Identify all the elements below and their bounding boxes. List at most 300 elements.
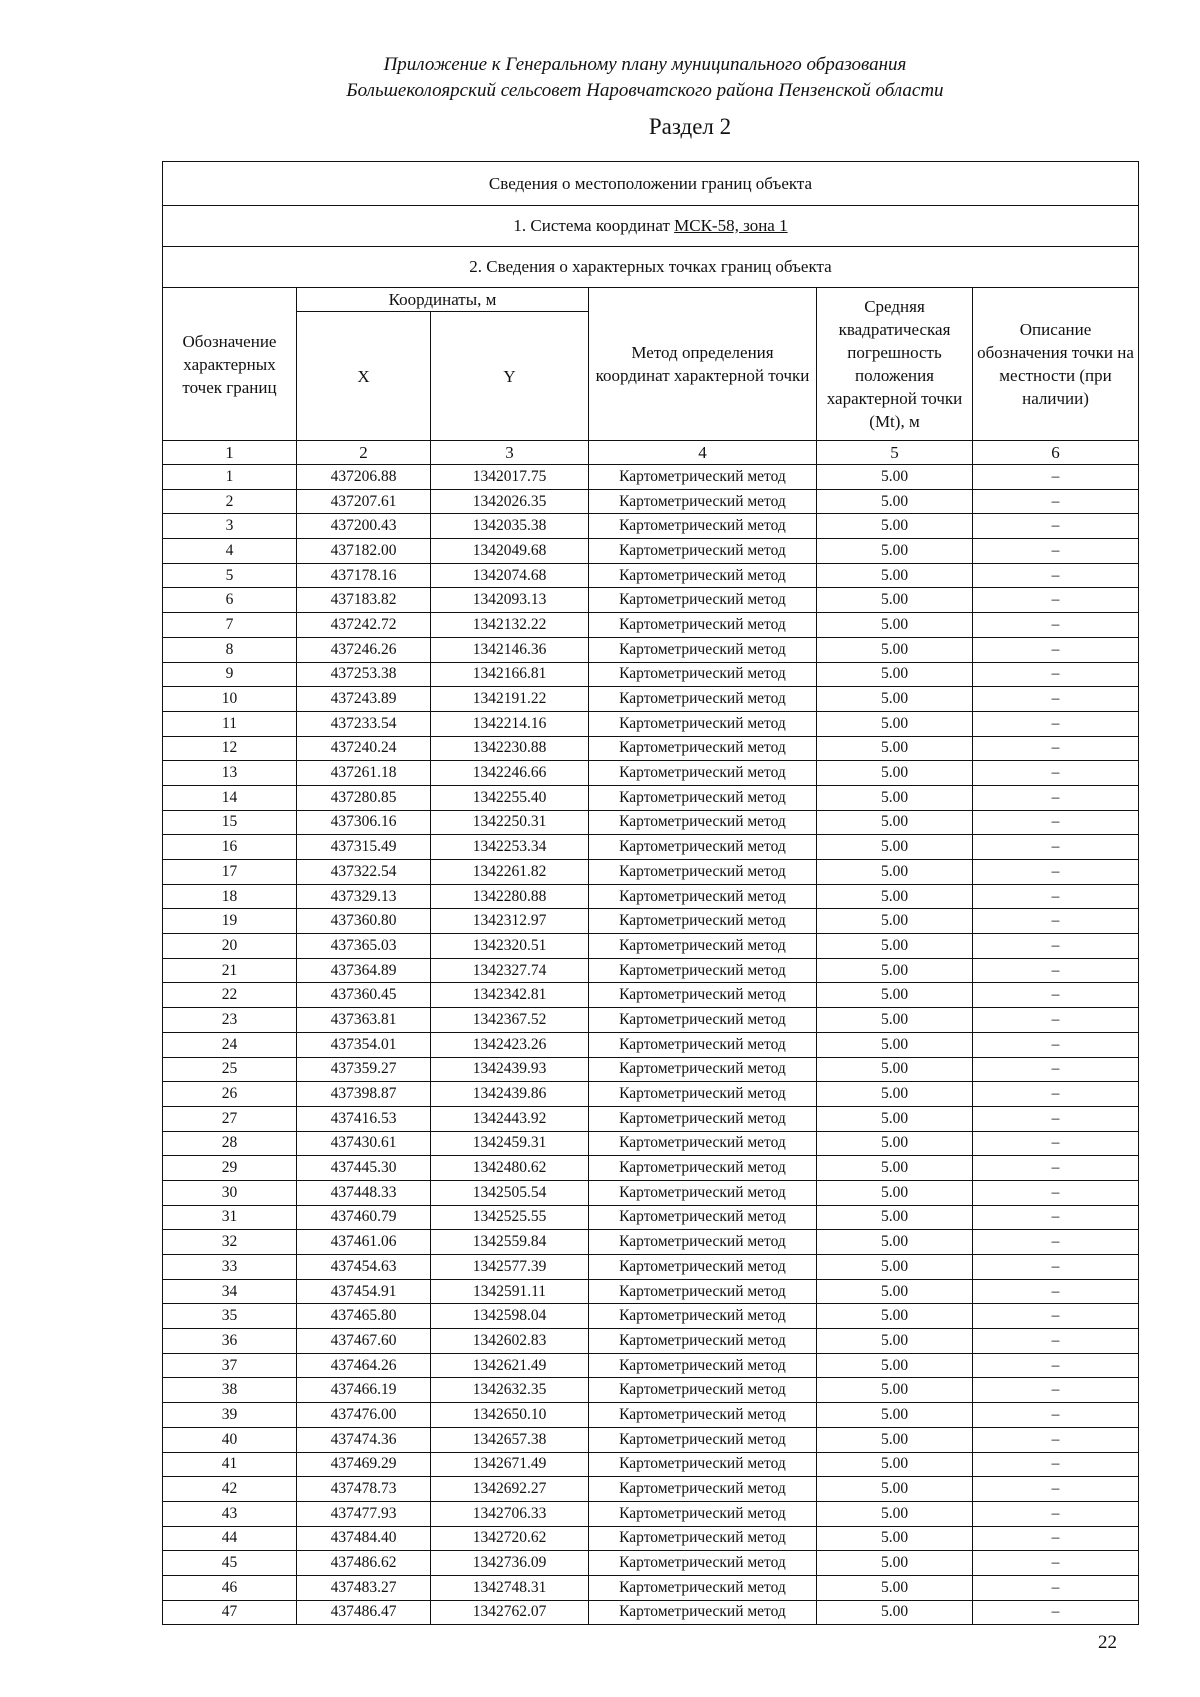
error-cell: 5.00 <box>817 983 973 1008</box>
description-cell: – <box>973 1057 1139 1082</box>
point-id-cell: 39 <box>163 1403 297 1428</box>
description-cell: – <box>973 761 1139 786</box>
point-id-cell: 9 <box>163 662 297 687</box>
coord-system-row <box>163 206 1139 247</box>
method-cell: Картометрический метод <box>589 465 817 490</box>
point-id-cell: 7 <box>163 613 297 638</box>
table-row <box>163 909 1139 934</box>
description-cell: – <box>973 1180 1139 1205</box>
y-cell: 1342250.31 <box>431 810 589 835</box>
x-cell: 437484.40 <box>297 1526 431 1551</box>
column-number: 6 <box>973 441 1139 465</box>
method-cell: Картометрический метод <box>589 1180 817 1205</box>
method-cell: Картометрический метод <box>589 958 817 983</box>
table-title-row <box>163 162 1139 206</box>
error-cell: 5.00 <box>817 465 973 490</box>
point-id-cell: 38 <box>163 1378 297 1403</box>
method-cell: Картометрический метод <box>589 489 817 514</box>
point-id-cell: 16 <box>163 835 297 860</box>
method-cell: Картометрический метод <box>589 1452 817 1477</box>
table-row <box>163 1477 1139 1502</box>
point-id-cell: 6 <box>163 588 297 613</box>
description-cell: – <box>973 1106 1139 1131</box>
table-row <box>163 1575 1139 1600</box>
x-cell: 437360.80 <box>297 909 431 934</box>
error-cell: 5.00 <box>817 1205 973 1230</box>
x-cell: 437466.19 <box>297 1378 431 1403</box>
x-cell: 437445.30 <box>297 1156 431 1181</box>
x-cell: 437416.53 <box>297 1106 431 1131</box>
table-row <box>163 1279 1139 1304</box>
error-cell: 5.00 <box>817 761 973 786</box>
x-cell: 437182.00 <box>297 539 431 564</box>
table-row <box>163 1082 1139 1107</box>
error-cell: 5.00 <box>817 1032 973 1057</box>
error-cell: 5.00 <box>817 1279 973 1304</box>
error-cell: 5.00 <box>817 810 973 835</box>
point-id-cell: 44 <box>163 1526 297 1551</box>
description-cell: – <box>973 539 1139 564</box>
method-cell: Картометрический метод <box>589 1575 817 1600</box>
y-cell: 1342035.38 <box>431 514 589 539</box>
point-id-cell: 25 <box>163 1057 297 1082</box>
x-cell: 437364.89 <box>297 958 431 983</box>
y-cell: 1342480.62 <box>431 1156 589 1181</box>
point-id-cell: 21 <box>163 958 297 983</box>
method-cell: Картометрический метод <box>589 810 817 835</box>
header-y: Y <box>431 312 589 441</box>
point-id-cell: 17 <box>163 860 297 885</box>
method-cell: Картометрический метод <box>589 736 817 761</box>
x-cell: 437465.80 <box>297 1304 431 1329</box>
y-cell: 1342621.49 <box>431 1353 589 1378</box>
error-cell: 5.00 <box>817 785 973 810</box>
description-cell: – <box>973 1403 1139 1428</box>
point-id-cell: 3 <box>163 514 297 539</box>
description-cell: – <box>973 1477 1139 1502</box>
description-cell: – <box>973 687 1139 712</box>
error-cell: 5.00 <box>817 588 973 613</box>
error-cell: 5.00 <box>817 909 973 934</box>
points-caption-row <box>163 247 1139 288</box>
method-cell: Картометрический метод <box>589 1082 817 1107</box>
point-id-cell: 26 <box>163 1082 297 1107</box>
y-cell: 1342598.04 <box>431 1304 589 1329</box>
description-cell: – <box>973 860 1139 885</box>
column-number: 4 <box>589 441 817 465</box>
point-id-cell: 47 <box>163 1600 297 1625</box>
x-cell: 437448.33 <box>297 1180 431 1205</box>
table-row <box>163 934 1139 959</box>
error-cell: 5.00 <box>817 934 973 959</box>
description-cell: – <box>973 1304 1139 1329</box>
table-row <box>163 835 1139 860</box>
header-line-2: Большеколоярский сельсовет Наровчатского района Пензенской области <box>346 80 944 101</box>
description-cell: – <box>973 1230 1139 1255</box>
description-cell: – <box>973 1131 1139 1156</box>
error-cell: 5.00 <box>817 637 973 662</box>
description-cell: – <box>973 514 1139 539</box>
description-cell: – <box>973 711 1139 736</box>
table-row <box>163 1600 1139 1625</box>
point-id-cell: 35 <box>163 1304 297 1329</box>
header-designation: Обозначение характерных точек границ <box>163 288 297 441</box>
y-cell: 1342748.31 <box>431 1575 589 1600</box>
table-row <box>163 810 1139 835</box>
document-header <box>0 52 1200 104</box>
point-id-cell: 23 <box>163 1008 297 1033</box>
y-cell: 1342525.55 <box>431 1205 589 1230</box>
error-cell: 5.00 <box>817 1452 973 1477</box>
table-row <box>163 1131 1139 1156</box>
x-cell: 437242.72 <box>297 613 431 638</box>
x-cell: 437460.79 <box>297 1205 431 1230</box>
description-cell: – <box>973 958 1139 983</box>
method-cell: Картометрический метод <box>589 1427 817 1452</box>
error-cell: 5.00 <box>817 1255 973 1280</box>
boundary-points-table <box>162 161 1139 1625</box>
point-id-cell: 36 <box>163 1329 297 1354</box>
method-cell: Картометрический метод <box>589 983 817 1008</box>
error-cell: 5.00 <box>817 613 973 638</box>
point-id-cell: 10 <box>163 687 297 712</box>
header-error-text: Средняя квадратическая погрешность положения характерной точки (Mt), м <box>826 297 963 431</box>
error-cell: 5.00 <box>817 539 973 564</box>
table-row <box>163 1427 1139 1452</box>
description-cell: – <box>973 810 1139 835</box>
method-cell: Картометрический метод <box>589 1230 817 1255</box>
error-cell: 5.00 <box>817 1501 973 1526</box>
header-line-1: Приложение к Генеральному плану муниципального образования <box>383 54 907 75</box>
x-cell: 437329.13 <box>297 884 431 909</box>
error-cell: 5.00 <box>817 1180 973 1205</box>
method-cell: Картометрический метод <box>589 884 817 909</box>
description-cell: – <box>973 884 1139 909</box>
table-row <box>163 1205 1139 1230</box>
point-id-cell: 46 <box>163 1575 297 1600</box>
y-cell: 1342191.22 <box>431 687 589 712</box>
description-cell: – <box>973 465 1139 490</box>
description-cell: – <box>973 1378 1139 1403</box>
error-cell: 5.00 <box>817 1353 973 1378</box>
y-cell: 1342074.68 <box>431 563 589 588</box>
y-cell: 1342720.62 <box>431 1526 589 1551</box>
x-cell: 437280.85 <box>297 785 431 810</box>
x-cell: 437476.00 <box>297 1403 431 1428</box>
table-row <box>163 465 1139 490</box>
x-cell: 437398.87 <box>297 1082 431 1107</box>
description-cell: – <box>973 1255 1139 1280</box>
error-cell: 5.00 <box>817 1551 973 1576</box>
error-cell: 5.00 <box>817 1230 973 1255</box>
y-cell: 1342255.40 <box>431 785 589 810</box>
table-row <box>163 736 1139 761</box>
y-cell: 1342591.11 <box>431 1279 589 1304</box>
point-id-cell: 18 <box>163 884 297 909</box>
table-row <box>163 637 1139 662</box>
error-cell: 5.00 <box>817 687 973 712</box>
column-number-row <box>163 441 1139 465</box>
error-cell: 5.00 <box>817 1378 973 1403</box>
coord-system-value: МСК-58, зона 1 <box>674 216 788 235</box>
y-cell: 1342253.34 <box>431 835 589 860</box>
x-cell: 437243.89 <box>297 687 431 712</box>
x-cell: 437315.49 <box>297 835 431 860</box>
y-cell: 1342312.97 <box>431 909 589 934</box>
y-cell: 1342632.35 <box>431 1378 589 1403</box>
description-cell: – <box>973 613 1139 638</box>
y-cell: 1342017.75 <box>431 465 589 490</box>
x-cell: 437478.73 <box>297 1477 431 1502</box>
error-cell: 5.00 <box>817 1304 973 1329</box>
description-cell: – <box>973 909 1139 934</box>
point-id-cell: 30 <box>163 1180 297 1205</box>
point-id-cell: 27 <box>163 1106 297 1131</box>
method-cell: Картометрический метод <box>589 785 817 810</box>
error-cell: 5.00 <box>817 1477 973 1502</box>
x-cell: 437206.88 <box>297 465 431 490</box>
method-cell: Картометрический метод <box>589 761 817 786</box>
header-description: Описание обозначения точки на местности (при наличии) <box>973 288 1139 441</box>
description-cell: – <box>973 934 1139 959</box>
y-cell: 1342093.13 <box>431 588 589 613</box>
method-cell: Картометрический метод <box>589 539 817 564</box>
table-row <box>163 1378 1139 1403</box>
point-id-cell: 24 <box>163 1032 297 1057</box>
method-cell: Картометрический метод <box>589 1600 817 1625</box>
x-cell: 437461.06 <box>297 1230 431 1255</box>
error-cell: 5.00 <box>817 1106 973 1131</box>
table-row <box>163 983 1139 1008</box>
point-id-cell: 33 <box>163 1255 297 1280</box>
table-row <box>163 588 1139 613</box>
y-cell: 1342650.10 <box>431 1403 589 1428</box>
description-cell: – <box>973 489 1139 514</box>
point-id-cell: 34 <box>163 1279 297 1304</box>
method-cell: Картометрический метод <box>589 835 817 860</box>
x-cell: 437261.18 <box>297 761 431 786</box>
y-cell: 1342246.66 <box>431 761 589 786</box>
x-cell: 437464.26 <box>297 1353 431 1378</box>
point-id-cell: 14 <box>163 785 297 810</box>
x-cell: 437469.29 <box>297 1452 431 1477</box>
description-cell: – <box>973 983 1139 1008</box>
table-row <box>163 1180 1139 1205</box>
table-row <box>163 1304 1139 1329</box>
table-row <box>163 687 1139 712</box>
x-cell: 437454.63 <box>297 1255 431 1280</box>
description-cell: – <box>973 1279 1139 1304</box>
table-row <box>163 1255 1139 1280</box>
method-cell: Картометрический метод <box>589 1156 817 1181</box>
point-id-cell: 28 <box>163 1131 297 1156</box>
x-cell: 437365.03 <box>297 934 431 959</box>
table-row <box>163 958 1139 983</box>
point-id-cell: 43 <box>163 1501 297 1526</box>
table-row <box>163 563 1139 588</box>
method-cell: Картометрический метод <box>589 1501 817 1526</box>
header-row-1 <box>163 288 1139 312</box>
error-cell: 5.00 <box>817 1008 973 1033</box>
method-cell: Картометрический метод <box>589 1032 817 1057</box>
table-row <box>163 1329 1139 1354</box>
y-cell: 1342505.54 <box>431 1180 589 1205</box>
description-cell: – <box>973 1551 1139 1576</box>
description-cell: – <box>973 785 1139 810</box>
page-number: 22 <box>1098 1632 1117 1653</box>
error-cell: 5.00 <box>817 1082 973 1107</box>
point-id-cell: 11 <box>163 711 297 736</box>
point-id-cell: 13 <box>163 761 297 786</box>
y-cell: 1342342.81 <box>431 983 589 1008</box>
x-cell: 437240.24 <box>297 736 431 761</box>
error-cell: 5.00 <box>817 563 973 588</box>
point-id-cell: 2 <box>163 489 297 514</box>
point-id-cell: 22 <box>163 983 297 1008</box>
header-coords: Координаты, м <box>297 288 589 312</box>
error-cell: 5.00 <box>817 958 973 983</box>
table-row <box>163 514 1139 539</box>
y-cell: 1342261.82 <box>431 860 589 885</box>
header-x: X <box>297 312 431 441</box>
table-row <box>163 489 1139 514</box>
x-cell: 437486.47 <box>297 1600 431 1625</box>
y-cell: 1342166.81 <box>431 662 589 687</box>
y-cell: 1342146.36 <box>431 637 589 662</box>
x-cell: 437360.45 <box>297 983 431 1008</box>
x-cell: 437486.62 <box>297 1551 431 1576</box>
y-cell: 1342320.51 <box>431 934 589 959</box>
table-row <box>163 1452 1139 1477</box>
point-id-cell: 4 <box>163 539 297 564</box>
y-cell: 1342423.26 <box>431 1032 589 1057</box>
table-row <box>163 884 1139 909</box>
points-caption: 2. Сведения о характерных точках границ объекта <box>163 247 1139 288</box>
method-cell: Картометрический метод <box>589 1205 817 1230</box>
description-cell: – <box>973 1008 1139 1033</box>
method-cell: Картометрический метод <box>589 860 817 885</box>
y-cell: 1342706.33 <box>431 1501 589 1526</box>
method-cell: Картометрический метод <box>589 1477 817 1502</box>
table-row <box>163 1501 1139 1526</box>
point-id-cell: 41 <box>163 1452 297 1477</box>
table-row <box>163 1551 1139 1576</box>
y-cell: 1342026.35 <box>431 489 589 514</box>
error-cell: 5.00 <box>817 489 973 514</box>
description-cell: – <box>973 1501 1139 1526</box>
table-row <box>163 1526 1139 1551</box>
method-cell: Картометрический метод <box>589 563 817 588</box>
point-id-cell: 31 <box>163 1205 297 1230</box>
x-cell: 437207.61 <box>297 489 431 514</box>
error-cell: 5.00 <box>817 1575 973 1600</box>
method-cell: Картометрический метод <box>589 613 817 638</box>
x-cell: 437474.36 <box>297 1427 431 1452</box>
method-cell: Картометрический метод <box>589 514 817 539</box>
table-row <box>163 613 1139 638</box>
y-cell: 1342132.22 <box>431 613 589 638</box>
description-cell: – <box>973 1452 1139 1477</box>
point-id-cell: 32 <box>163 1230 297 1255</box>
table-row <box>163 1403 1139 1428</box>
description-cell: – <box>973 1600 1139 1625</box>
description-cell: – <box>973 662 1139 687</box>
method-cell: Картометрический метод <box>589 1526 817 1551</box>
x-cell: 437178.16 <box>297 563 431 588</box>
y-cell: 1342559.84 <box>431 1230 589 1255</box>
description-cell: – <box>973 1427 1139 1452</box>
error-cell: 5.00 <box>817 860 973 885</box>
method-cell: Картометрический метод <box>589 1279 817 1304</box>
error-cell: 5.00 <box>817 1156 973 1181</box>
point-id-cell: 8 <box>163 637 297 662</box>
header-method: Метод определения координат характерной точки <box>589 288 817 441</box>
x-cell: 437430.61 <box>297 1131 431 1156</box>
description-cell: – <box>973 1032 1139 1057</box>
x-cell: 437483.27 <box>297 1575 431 1600</box>
coord-system-label: 1. Система координат <box>513 216 675 235</box>
x-cell: 437183.82 <box>297 588 431 613</box>
y-cell: 1342443.92 <box>431 1106 589 1131</box>
x-cell: 437253.38 <box>297 662 431 687</box>
description-cell: – <box>973 563 1139 588</box>
x-cell: 437477.93 <box>297 1501 431 1526</box>
table-row <box>163 662 1139 687</box>
method-cell: Картометрический метод <box>589 687 817 712</box>
column-number: 3 <box>431 441 589 465</box>
column-number: 1 <box>163 441 297 465</box>
x-cell: 437467.60 <box>297 1329 431 1354</box>
table-row <box>163 1230 1139 1255</box>
column-number: 5 <box>817 441 973 465</box>
x-cell: 437246.26 <box>297 637 431 662</box>
point-id-cell: 45 <box>163 1551 297 1576</box>
error-cell: 5.00 <box>817 1526 973 1551</box>
description-cell: – <box>973 1353 1139 1378</box>
table-row <box>163 1057 1139 1082</box>
header-error <box>817 288 973 441</box>
point-id-cell: 12 <box>163 736 297 761</box>
method-cell: Картометрический метод <box>589 1106 817 1131</box>
table-title: Сведения о местоположении границ объекта <box>163 162 1139 206</box>
table-row <box>163 1353 1139 1378</box>
method-cell: Картометрический метод <box>589 1403 817 1428</box>
error-cell: 5.00 <box>817 1329 973 1354</box>
error-cell: 5.00 <box>817 835 973 860</box>
point-id-cell: 42 <box>163 1477 297 1502</box>
description-cell: – <box>973 637 1139 662</box>
description-cell: – <box>973 1156 1139 1181</box>
point-id-cell: 19 <box>163 909 297 934</box>
method-cell: Картометрический метод <box>589 1304 817 1329</box>
y-cell: 1342049.68 <box>431 539 589 564</box>
table-row <box>163 711 1139 736</box>
method-cell: Картометрический метод <box>589 1008 817 1033</box>
x-cell: 437233.54 <box>297 711 431 736</box>
error-cell: 5.00 <box>817 736 973 761</box>
point-id-cell: 37 <box>163 1353 297 1378</box>
method-cell: Картометрический метод <box>589 1057 817 1082</box>
point-id-cell: 5 <box>163 563 297 588</box>
table-row <box>163 1032 1139 1057</box>
x-cell: 437354.01 <box>297 1032 431 1057</box>
description-cell: – <box>973 1329 1139 1354</box>
y-cell: 1342762.07 <box>431 1600 589 1625</box>
y-cell: 1342692.27 <box>431 1477 589 1502</box>
method-cell: Картометрический метод <box>589 934 817 959</box>
point-id-cell: 29 <box>163 1156 297 1181</box>
point-id-cell: 20 <box>163 934 297 959</box>
